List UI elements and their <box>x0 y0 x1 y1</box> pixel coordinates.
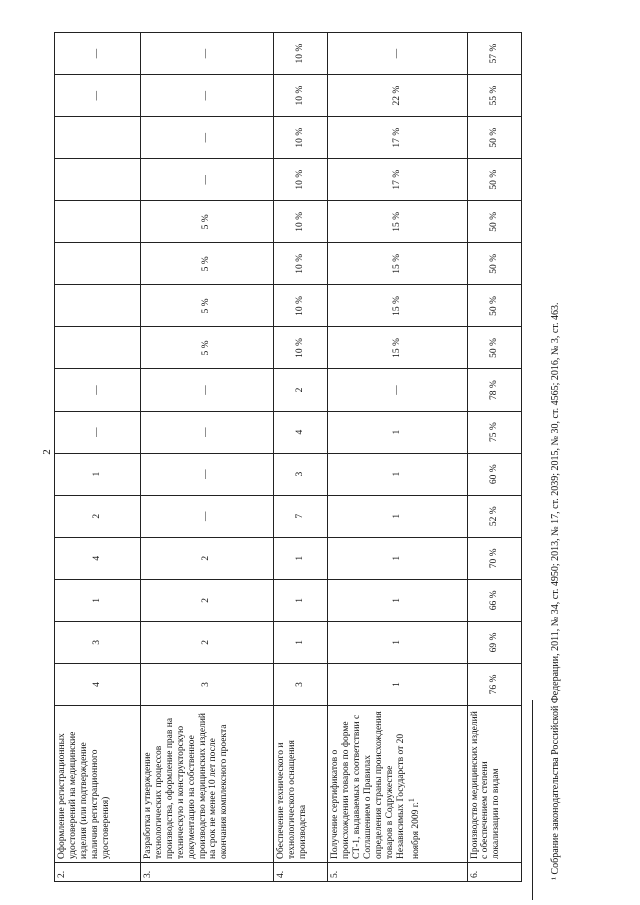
table-cell: 50 % <box>467 201 521 243</box>
table-cell: 3 <box>140 663 273 705</box>
table-cell: 15 % <box>328 327 467 369</box>
table-cell: 15 % <box>328 285 467 327</box>
table-cell: — <box>140 411 273 453</box>
table-cell <box>55 201 141 243</box>
table-cell: 10 % <box>274 117 328 159</box>
table-cell: 10 % <box>274 327 328 369</box>
table-cell: 10 % <box>274 243 328 285</box>
rotated-table-wrapper <box>54 32 522 882</box>
row-name-text: Обеспечение технического и технологического оснащения производства <box>276 740 308 859</box>
table-cell: 1 <box>55 453 141 495</box>
table-cell: — <box>140 33 273 75</box>
table-cell: 5 % <box>140 285 273 327</box>
table-cell: 4 <box>55 537 141 579</box>
table-cell: 10 % <box>274 33 328 75</box>
table-cell: 69 % <box>467 621 521 663</box>
row-name-text: Получение сертификатов о происхождении товаров по форме СТ-1, выдаваемых в соответствии с Соглашением о Правилах определения страны происхождения товаров в Содружестве Независимых Государств от 20 ноября 2009 г. <box>330 711 422 859</box>
footnote-divider <box>532 700 533 900</box>
table-cell: 2 <box>274 369 328 411</box>
row-index: 5. <box>328 863 467 882</box>
row-name-text: Оформление регистрационных удостоверений на медицинские изделия (или подтверждение наличия регистрационного удостоверения) <box>57 731 111 859</box>
table-cell: 78 % <box>467 369 521 411</box>
row-name-text: Производство медицинских изделий с обеспечением степени локализации по видам <box>469 711 502 859</box>
row-index: 3. <box>140 863 273 882</box>
table-cell: — <box>328 33 467 75</box>
table-cell: 50 % <box>467 117 521 159</box>
table-cell: 5 % <box>140 243 273 285</box>
table-cell: — <box>55 75 141 117</box>
table-cell: — <box>140 453 273 495</box>
table-cell: — <box>140 117 273 159</box>
table-cell: 1 <box>274 579 328 621</box>
table-cell: 52 % <box>467 495 521 537</box>
table-cell: 2 <box>140 537 273 579</box>
row-name <box>55 706 141 863</box>
table-cell: 2 <box>140 579 273 621</box>
table-cell: 50 % <box>467 285 521 327</box>
table-cell: 1 <box>55 579 141 621</box>
table-cell: 50 % <box>467 159 521 201</box>
table-cell <box>55 117 141 159</box>
table-cell: 5 % <box>140 327 273 369</box>
row-name <box>467 706 521 863</box>
table-cell: — <box>328 369 467 411</box>
table-row <box>328 33 467 882</box>
table-row <box>274 33 328 882</box>
table-cell: 66 % <box>467 579 521 621</box>
table-cell: 55 % <box>467 75 521 117</box>
table-cell: 2 <box>55 495 141 537</box>
table-cell: 15 % <box>328 243 467 285</box>
table-cell: 3 <box>274 663 328 705</box>
table-cell: — <box>140 369 273 411</box>
footnote-mark: 1 <box>406 798 416 803</box>
table-cell: 70 % <box>467 537 521 579</box>
row-name <box>274 706 328 863</box>
table-cell <box>55 285 141 327</box>
table-cell: — <box>140 495 273 537</box>
table-cell: 4 <box>55 663 141 705</box>
table-cell: — <box>140 159 273 201</box>
row-name <box>140 706 273 863</box>
table-cell: 1 <box>328 453 467 495</box>
row-index: 4. <box>274 863 328 882</box>
table-cell: — <box>55 411 141 453</box>
page-number: 2 <box>41 449 53 455</box>
table-cell: 5 % <box>140 201 273 243</box>
table-cell: 3 <box>55 621 141 663</box>
row-index: 6. <box>467 863 521 882</box>
table-cell: — <box>140 75 273 117</box>
table-cell: 50 % <box>467 243 521 285</box>
table-cell: 10 % <box>274 75 328 117</box>
table-cell: 1 <box>328 663 467 705</box>
table-cell: 15 % <box>328 201 467 243</box>
table-cell: 4 <box>274 411 328 453</box>
table-cell: 75 % <box>467 411 521 453</box>
table-cell: 10 % <box>274 201 328 243</box>
table-cell: 1 <box>274 621 328 663</box>
table-cell: 76 % <box>467 663 521 705</box>
table-cell: 17 % <box>328 159 467 201</box>
table-row <box>140 33 273 882</box>
table-cell: 1 <box>328 537 467 579</box>
table-cell: 22 % <box>328 75 467 117</box>
table-row <box>467 33 521 882</box>
table-cell: 2 <box>140 621 273 663</box>
table-cell <box>55 159 141 201</box>
table-cell: 57 % <box>467 33 521 75</box>
table-row <box>55 33 141 882</box>
table-cell: 1 <box>328 579 467 621</box>
footnote-text: ¹ Собрание законодательства Российской Федерации, 2011, № 34, ст. 4950; 2013, № 17, ст. 2039; 2015, № 30, ст. 4565; 2016, № 3, ст. 463. <box>550 302 561 880</box>
table-cell: 50 % <box>467 327 521 369</box>
table-cell: 1 <box>274 537 328 579</box>
table-cell <box>55 327 141 369</box>
table-cell <box>55 243 141 285</box>
table-cell: 10 % <box>274 285 328 327</box>
row-index: 2. <box>55 863 141 882</box>
table-cell: 17 % <box>328 117 467 159</box>
table-cell: 1 <box>328 621 467 663</box>
table-cell: 60 % <box>467 453 521 495</box>
table-cell: 1 <box>328 411 467 453</box>
row-name <box>328 706 467 863</box>
localization-table <box>54 32 522 882</box>
table-cell: 7 <box>274 495 328 537</box>
row-name-text: Разработка и утверждение технологических процессов производства, оформление прав на техническую и конструкторскую документацию на собственное производство медицинских изделий на срок не менее 10 лет после окончания комплексного проекта <box>142 712 230 859</box>
table-cell: 1 <box>328 495 467 537</box>
table-cell: 3 <box>274 453 328 495</box>
table-cell: — <box>55 369 141 411</box>
table-cell: 10 % <box>274 159 328 201</box>
table-cell: — <box>55 33 141 75</box>
